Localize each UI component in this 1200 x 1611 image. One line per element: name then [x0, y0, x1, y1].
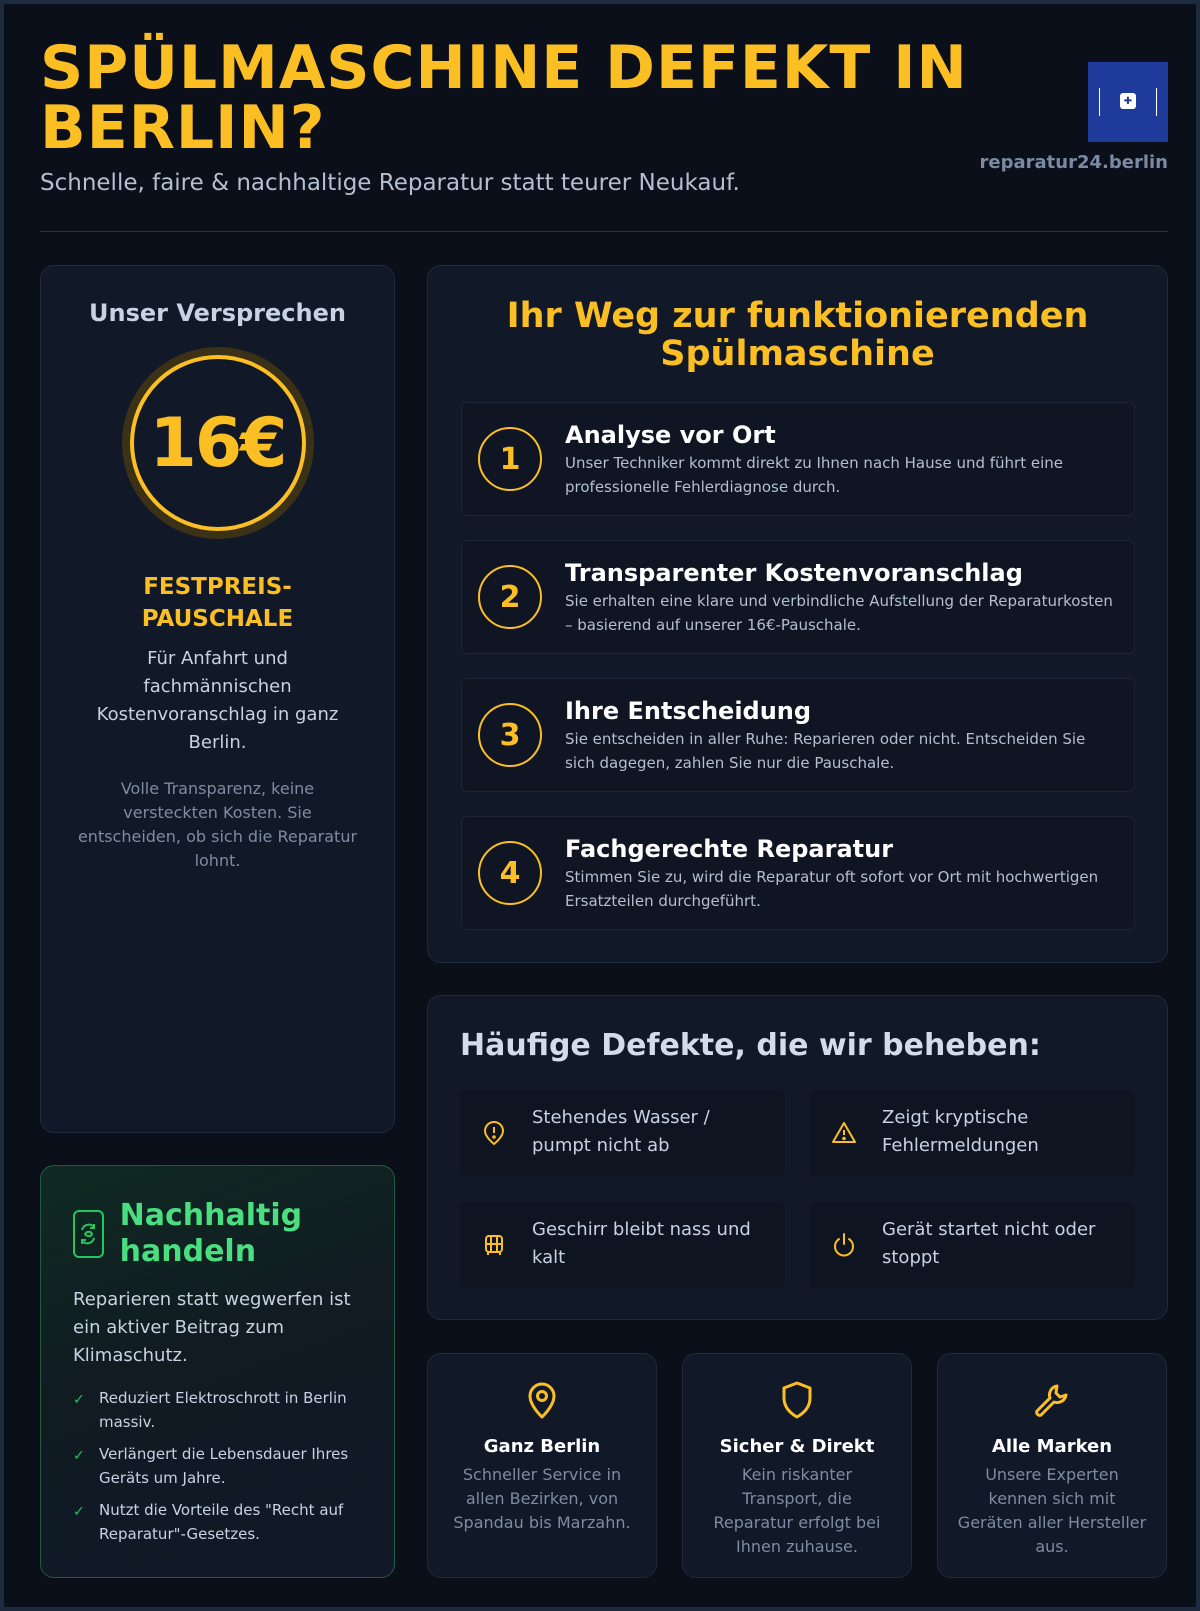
logo[interactable] — [1088, 62, 1168, 142]
defect-item — [810, 1090, 1135, 1176]
step-number: 4 — [478, 841, 542, 905]
recycle-icon — [73, 1210, 104, 1258]
domain-label[interactable]: reparatur24.berlin — [979, 152, 1168, 173]
defects-card — [427, 995, 1168, 1320]
check-icon: ✓ — [73, 1448, 85, 1464]
feature-description: Kein riskanter Transport, die Reparatur erfolgt bei Ihnen zuhause. — [713, 1465, 881, 1556]
steps-card — [427, 265, 1168, 963]
defects-heading: Häufige Defekte, die wir beheben: — [460, 1028, 1041, 1063]
step-item — [461, 402, 1135, 516]
header-divider — [40, 231, 1168, 232]
feature-description: Unsere Experten kennen sich mit Geräten aller Hersteller aus. — [957, 1465, 1147, 1556]
defect-item — [810, 1202, 1135, 1288]
page-title: SPÜLMASCHINE DEFEKT IN BERLIN? — [40, 33, 968, 163]
feature-card — [427, 1353, 657, 1578]
step-title: Ihre Entscheidung — [565, 697, 812, 725]
step-item — [461, 678, 1135, 792]
logo-hex-icon: ✚ — [1120, 93, 1136, 109]
steps-heading: Ihr Weg zur funktionierenden Spülmaschine — [506, 296, 1089, 374]
fixed-price-note: Volle Transparenz, keine versteckten Kosten. Sie entscheiden, ob sich die Reparatur lohnt. — [77, 779, 358, 870]
defect-text: Stehendes Wasser / pumpt nicht ab — [532, 1107, 710, 1156]
list-item: ✓ Nutzt die Vorteile des "Recht auf Reparatur"-Gesetzes. — [73, 1498, 373, 1546]
page-subtitle: Schnelle, faire & nachhaltige Reparatur statt teurer Neukauf. — [40, 170, 740, 196]
defect-text: Geschirr bleibt nass und kalt — [532, 1219, 751, 1268]
alert-circle-icon — [480, 1119, 508, 1147]
feature-title: Ganz Berlin — [483, 1436, 601, 1457]
defect-text: Zeigt kryptische Fehlermeldungen — [882, 1107, 1039, 1156]
heater-icon — [480, 1231, 508, 1259]
step-title: Analyse vor Ort — [565, 421, 776, 449]
feature-card — [682, 1353, 912, 1578]
step-description: Unser Techniker kommt direkt zu Ihnen nach Hause und führt eine professionelle Fehlerdiagnose durch. — [565, 454, 1063, 496]
fixed-price-description: Für Anfahrt und fachmännischen Kostenvoranschlag in ganz Berlin. — [96, 648, 339, 753]
warning-triangle-icon — [830, 1119, 858, 1147]
wrench-icon — [1032, 1380, 1072, 1420]
logo-mark — [1099, 88, 1157, 116]
check-icon: ✓ — [73, 1392, 85, 1408]
sustainability-header — [73, 1198, 394, 1270]
check-icon: ✓ — [73, 1504, 85, 1520]
feature-card — [937, 1353, 1167, 1578]
list-item: ✓ Reduziert Elektroschrott in Berlin massiv. — [73, 1386, 373, 1434]
defect-item — [460, 1202, 785, 1288]
sustainability-text: Reparieren statt wegwerfen ist ein aktiver Beitrag zum Klimaschutz. — [73, 1289, 351, 1366]
shield-icon — [777, 1380, 817, 1420]
step-item — [461, 540, 1135, 654]
fixed-price-label: FESTPREIS-PAUSCHALE — [141, 574, 294, 632]
step-title: Fachgerechte Reparatur — [565, 835, 894, 863]
step-title: Transparenter Kostenvoranschlag — [565, 559, 1023, 587]
power-icon — [830, 1231, 858, 1259]
sustainability-list — [73, 1386, 373, 1554]
map-pin-icon — [522, 1380, 562, 1420]
feature-title: Alle Marken — [991, 1436, 1113, 1457]
step-description: Stimmen Sie zu, wird die Reparatur oft sofort vor Ort mit hochwertigen Ersatzteilen durchgeführt. — [565, 868, 1099, 910]
promise-card — [40, 265, 395, 1133]
sustainability-title: Nachhaltig handeln — [119, 1198, 303, 1269]
feature-title: Sicher & Direkt — [719, 1436, 875, 1457]
step-item — [461, 816, 1135, 930]
step-description: Sie erhalten eine klare und verbindliche Aufstellung der Reparaturkosten – basierend auf unserer 16€-Pauschale. — [565, 592, 1113, 634]
feature-description: Schneller Service in allen Bezirken, von Spandau bis Marzahn. — [453, 1465, 631, 1532]
price-value: 16€ — [130, 355, 306, 531]
price-badge — [122, 347, 314, 539]
header — [40, 33, 1168, 196]
step-description: Sie entscheiden in aller Ruhe: Reparieren oder nicht. Entscheiden Sie sich dagegen, zahlen Sie nur die Pauschale. — [565, 730, 1086, 772]
list-item: ✓ Verlängert die Lebensdauer Ihres Geräts um Jahre. — [73, 1442, 373, 1490]
step-number: 3 — [478, 703, 542, 767]
step-number: 1 — [478, 427, 542, 491]
defect-item — [460, 1090, 785, 1176]
defect-text: Gerät startet nicht oder stoppt — [882, 1219, 1096, 1268]
promise-heading: Unser Versprechen — [89, 299, 346, 327]
sustainability-card — [40, 1165, 395, 1578]
step-number: 2 — [478, 565, 542, 629]
